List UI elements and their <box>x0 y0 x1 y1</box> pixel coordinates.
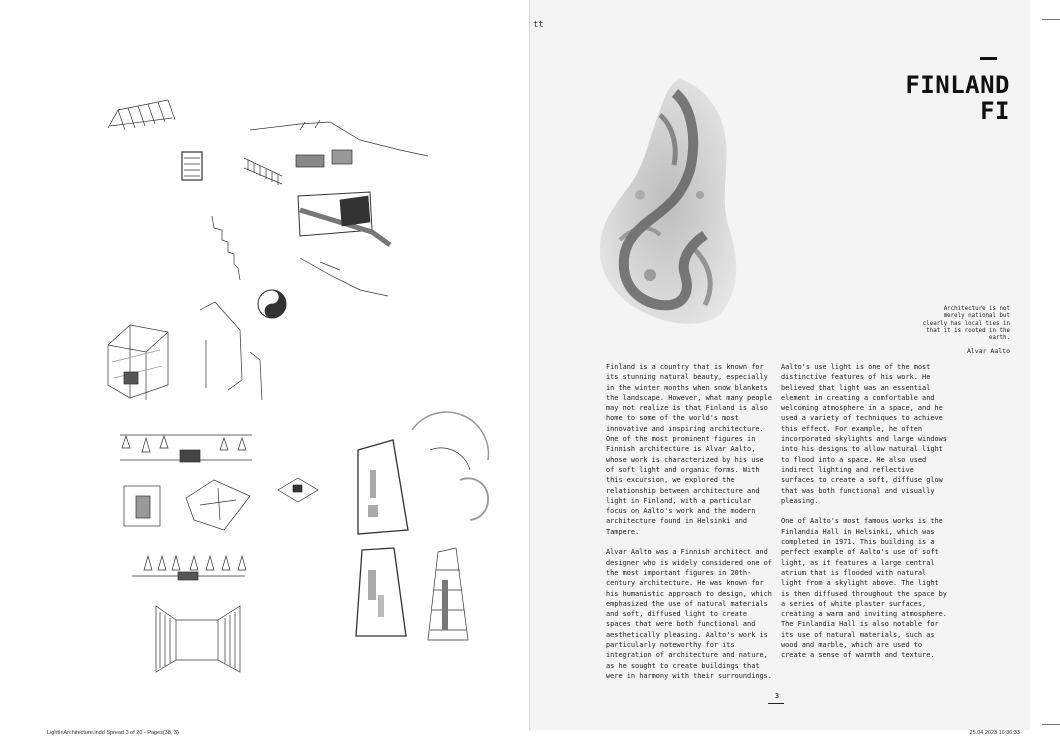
pull-quote: Architecture is not merely national but clearly has local ties in that it is rooted in the earth. <box>922 306 1010 342</box>
page-number-rule <box>768 703 784 704</box>
title-line-1: FINLAND <box>905 71 1010 99</box>
sketch-hill <box>300 258 388 296</box>
sketch-cube <box>108 325 168 400</box>
header-mark: tt <box>533 20 544 30</box>
page-title <box>905 72 1010 124</box>
sketch-tower-1 <box>358 440 408 534</box>
sketch-arches <box>108 100 175 130</box>
slug-left: LightInArchitecture.indd Spread 3 of 20 - Pages(38, 3) <box>47 730 179 736</box>
body-paragraph: Aalto's use light is one of the most distinctive features of his work. He believed that light was an essential element in creating a comfortable and welcoming atmosphere in a space, and he used a variety of techniques to achieve this effect. For example, he often incorporated skylights and large windows into his designs to allow natural light to flood into a space. He also used indirect lighting and reflective surfaces to create a soft, diffuse glow that was both functional and visually pleasing. <box>781 363 947 505</box>
quote-author: Alvar Aalto <box>966 347 1010 355</box>
sketch-tower-3 <box>428 548 468 640</box>
page-number: 3 <box>774 692 780 700</box>
sketch-plans <box>124 478 318 530</box>
yin-yang-sketch <box>258 290 286 318</box>
sketch-stair-box <box>182 152 202 180</box>
left-page <box>0 0 530 730</box>
body-column-1 <box>606 362 774 692</box>
sketch-house <box>296 150 352 167</box>
sketch-site-plan <box>298 192 390 245</box>
body-paragraph: One of Aalto's most famous works is the Finlandia Hall in Helsinki, which was completed in 1971. This building is a perfect example of Aalto's use of soft light, as it features a large central atrium that is flooded with natural light from a skylight above. The light is then diffused throughout the space by a series of white plaster surfaces, creating a warm and inviting atmosphere. The Finlandia Hall is also notable for its use of natural materials, such as wood and marble, which are used to create a sense of warmth and texture. <box>781 517 947 660</box>
crop-mark <box>1042 724 1060 725</box>
crop-mark <box>1042 19 1060 20</box>
sketch-stairs <box>212 216 240 280</box>
sketch-planes <box>200 302 262 400</box>
sketch-circles <box>412 412 488 520</box>
sketch-corridor <box>156 606 240 672</box>
title-dash <box>980 57 997 60</box>
finland-map-illustration <box>590 75 770 330</box>
title-line-2: FI <box>980 97 1010 125</box>
sketch-elevation-trees <box>120 435 252 462</box>
architecture-sketches <box>0 0 530 730</box>
sketch-fence <box>244 158 282 185</box>
sketch-tree-row <box>132 556 246 580</box>
body-paragraph: Finland is a country that is known for its stunning natural beauty, especially in the winter months when snow blankets the landscape. However, what many people may not realize is that Finland is also home to some of the world's most innovative and inspiring architecture. One of the most prominent figures in Finnish architecture is Alvar Aalto, whose work is characterized by his use of soft light and organic forms. With this excursion, we explored the relationship between architecture and light in Finland, with a particular focus on Aalto's work and the modern architecture found in Helsinki and Tampere. <box>606 363 772 536</box>
sketch-hill <box>320 262 340 270</box>
slug-right: 25.04.2023 16:36:33 <box>969 730 1020 736</box>
body-paragraph: Alvar Aalto was a Finnish architect and designer who is widely considered one of the most important figures in 20th-century architecture. He was known for his humanistic approach to design, which emphasized the use of natural materials and soft, diffused light to create spaces that were both functional and aesthetically pleasing. Aalto's work is particularly noteworthy for its integration of architecture and nature, as he sought to create buildings that were in harmony with their surroundings. <box>606 548 772 680</box>
sketch-tower-2 <box>356 548 406 636</box>
sketch-ridge <box>300 120 320 130</box>
body-column-2 <box>781 362 949 671</box>
